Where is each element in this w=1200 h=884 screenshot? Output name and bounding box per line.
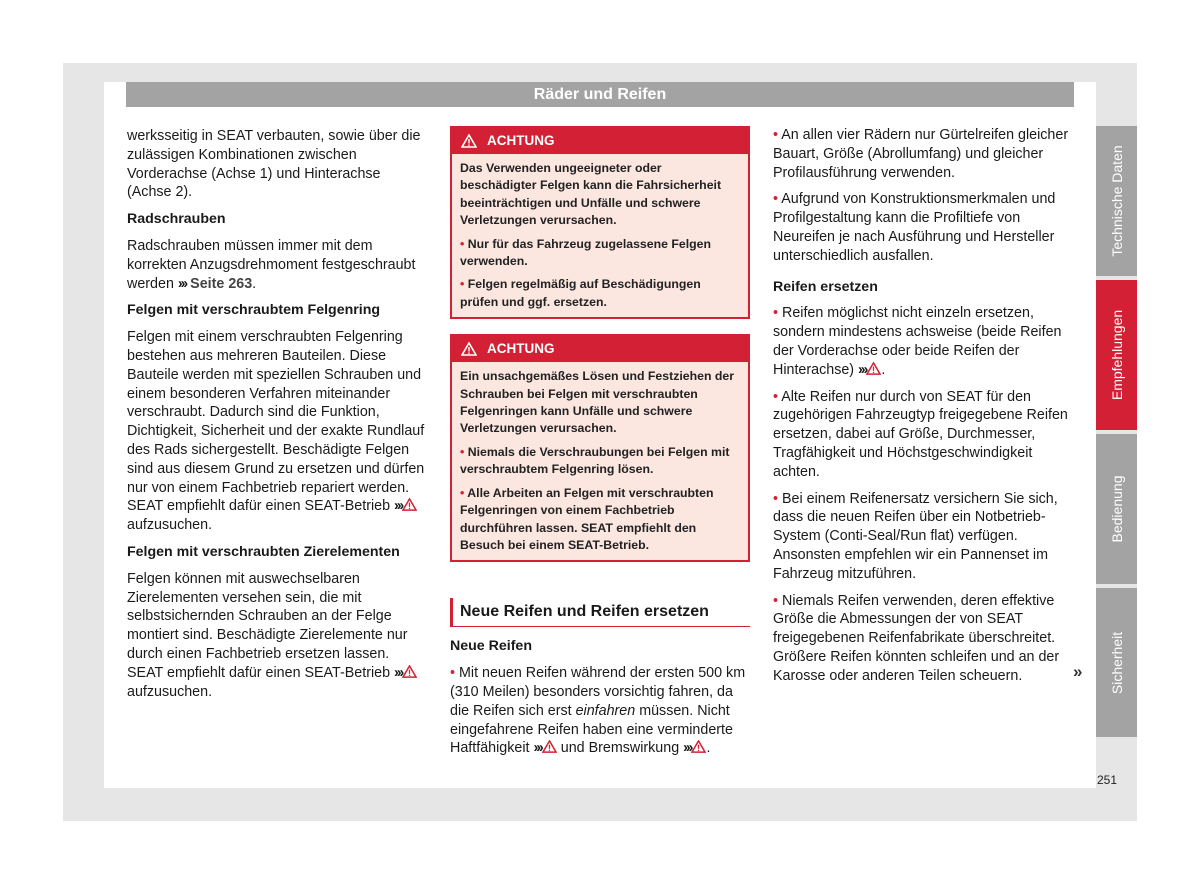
warning-intro: Das Verwenden ungeeigneter oder beschädigter Felgen kann die Fahrsicherheit beeinträchtigen und Unfälle und schwere Verletzungen verursachen.	[460, 161, 722, 228]
page-number: 251	[1097, 773, 1118, 787]
warning-box	[450, 334, 750, 562]
tab-empfehlungen[interactable]: Empfehlungen	[1096, 280, 1137, 430]
continue-marker: »	[1073, 662, 1083, 681]
warning-item: • Alle Arbeiten an Felgen mit verschraubten Felgenringen von einem Fachbetrieb durchführen lassen. SEAT empfiehlt den Besuch bei einem SEAT-Betrieb.	[460, 485, 714, 552]
warning-icon	[866, 362, 881, 375]
warning-item: • Felgen regelmäßig auf Beschädigungen prüfen und ggf. ersetzen.	[460, 277, 701, 309]
page-header: Räder und Reifen	[126, 82, 1074, 107]
warning-item: • Nur für das Fahrzeug zugelassene Felgen verwenden.	[460, 236, 711, 269]
paragraph: Radschrauben müssen immer mit dem korrekten Anzugsdrehmoment festgeschraubt werden ››› Seite 263.	[127, 237, 416, 292]
section-title: Neue Reifen und Reifen ersetzen	[450, 598, 750, 627]
warning-title-bar	[452, 336, 748, 362]
bullet: •	[450, 665, 456, 682]
warning-box	[450, 126, 750, 319]
bullet: •	[460, 277, 465, 292]
heading-reifen-ersetzen: Reifen ersetzen	[773, 278, 878, 295]
paragraph: werksseitig in SEAT verbauten, sowie über die zulässigen Kombinationen zwischen Vorderachse (Achse 1) und Hinterachse (Achse 2).	[127, 128, 421, 201]
bullet: •	[773, 592, 779, 609]
cross-reference-arrows: ›››	[177, 275, 187, 292]
cross-reference-arrows: ›››	[533, 740, 542, 757]
paragraph: Felgen können mit auswechselbaren Zierelementen versehen sein, die mit selbstsichernden Schrauben an der Felge montiert sind. Beschädigte Zierelemente nur durch einen Fachbetrieb ersetzen lassen. SEAT empfiehlt dafür einen SEAT-Betrieb ››› aufzusuchen.	[127, 570, 425, 702]
warning-icon	[542, 740, 557, 753]
cross-reference-arrows: ›››	[394, 498, 403, 515]
column-3	[773, 126, 1073, 694]
warning-icon	[461, 134, 477, 148]
column-2	[450, 126, 750, 766]
page-link[interactable]: Seite 263	[190, 275, 253, 292]
warning-title: ACHTUNG	[487, 341, 555, 357]
heading-radschrauben: Radschrauben	[127, 211, 226, 228]
heading-felgenring: Felgen mit verschraubtem Felgenring	[127, 302, 381, 319]
warning-title-bar	[452, 128, 748, 154]
bullet-paragraph: • Reifen möglichst nicht einzeln ersetzen, sondern mindestens achsweise (beide Reifen der Vorderachse oder beide Reifen der Hinterachse) ››› .	[773, 305, 1062, 378]
bullet: •	[460, 444, 465, 459]
tab-sicherheit[interactable]: Sicherheit	[1096, 588, 1137, 737]
tab-bedienung[interactable]: Bedienung	[1096, 434, 1137, 584]
cross-reference-arrows: ›››	[858, 361, 867, 378]
warning-body	[452, 362, 748, 560]
heading-neue-reifen: Neue Reifen	[450, 638, 532, 655]
bullet-paragraph: • Aufgrund von Konstruktionsmerkmalen und Profilgestaltung kann die Profiltiefe von Neureifen je nach Ausführung und Hersteller unterschiedlich ausfallen.	[773, 191, 1056, 264]
bullet-paragraph: • Alte Reifen nur durch von SEAT für den zugehörigen Fahrzeugtyp freigegebene Reifen ersetzen, dabei auf Größe, Durchmesser, Tragfähigkeit und Höchstgeschwindigkeit achten.	[773, 388, 1068, 480]
cross-reference-arrows: ›››	[683, 740, 692, 757]
warning-item: • Niemals die Verschraubungen bei Felgen mit verschraubtem Felgenring lösen.	[460, 444, 730, 477]
warning-icon	[461, 342, 477, 356]
bullet-paragraph: • An allen vier Rädern nur Gürtelreifen gleicher Bauart, Größe (Abrollumfang) und gleicher Profilausführung verwenden.	[773, 127, 1069, 181]
bullet: •	[773, 490, 779, 507]
warning-icon	[402, 498, 417, 511]
heading-zierelemente: Felgen mit verschraubten Zierelementen	[127, 543, 400, 560]
bullet: •	[773, 191, 779, 208]
warning-icon	[691, 740, 706, 753]
bullet: •	[773, 127, 779, 143]
warning-body	[452, 154, 748, 317]
bullet: •	[460, 236, 465, 251]
bullet: •	[773, 305, 779, 322]
bullet: •	[773, 388, 779, 405]
column-1	[127, 127, 425, 709]
bullet-paragraph: • Niemals Reifen verwenden, deren effektive Größe die Abmessungen der von SEAT freigegebenen Reifenfabrikate überschreitet. Größere Reifen könnten schleifen und an der Karosse oder anderen Teilen scheuern.	[773, 592, 1060, 684]
bullet-paragraph: • Bei einem Reifenersatz versichern Sie sich, dass die neuen Reifen über ein Notbetrieb-System (Conti-Seal/Run flat) verfügen. Ansonsten empfehlen wir ein Pannenset im Fahrzeug mitzuführen.	[773, 490, 1058, 582]
bullet: •	[460, 485, 465, 500]
warning-intro: Ein unsachgemäßes Lösen und Festziehen der Schrauben bei Felgen mit verschraubten Felgenringen kann Unfälle und schwere Verletzungen verursachen.	[460, 369, 735, 436]
bullet-paragraph: • Mit neuen Reifen während der ersten 500 km (310 Meilen) besonders vorsichtig fahren, da die Reifen sich erst einfahren müssen. Nicht eingefahrene Reifen haben eine verminderte Haftfähigkeit ››› und Bremswirkung ››› .	[450, 665, 746, 757]
paragraph: Felgen mit einem verschraubten Felgenring bestehen aus mehreren Bauteilen. Diese Bauteile werden mit speziellen Schrauben und einem besonderen Verfahren miteinander verschraubt. Dadurch sind die Funktion, Dichtigkeit, Sicherheit und der exakte Rundlauf des Rads sichergestellt. Beschädigte Felgen sind aus diesem Grund zu ersetzen und dürfen nur von einem Fachbetrieb repariert werden. SEAT empfiehlt dafür einen SEAT-Betrieb ››› aufzusuchen.	[127, 329, 425, 534]
warning-title: ACHTUNG	[487, 133, 555, 148]
tab-technische-daten[interactable]: Technische Daten	[1096, 126, 1137, 276]
cross-reference-arrows: ›››	[394, 664, 403, 681]
warning-icon	[402, 665, 417, 678]
